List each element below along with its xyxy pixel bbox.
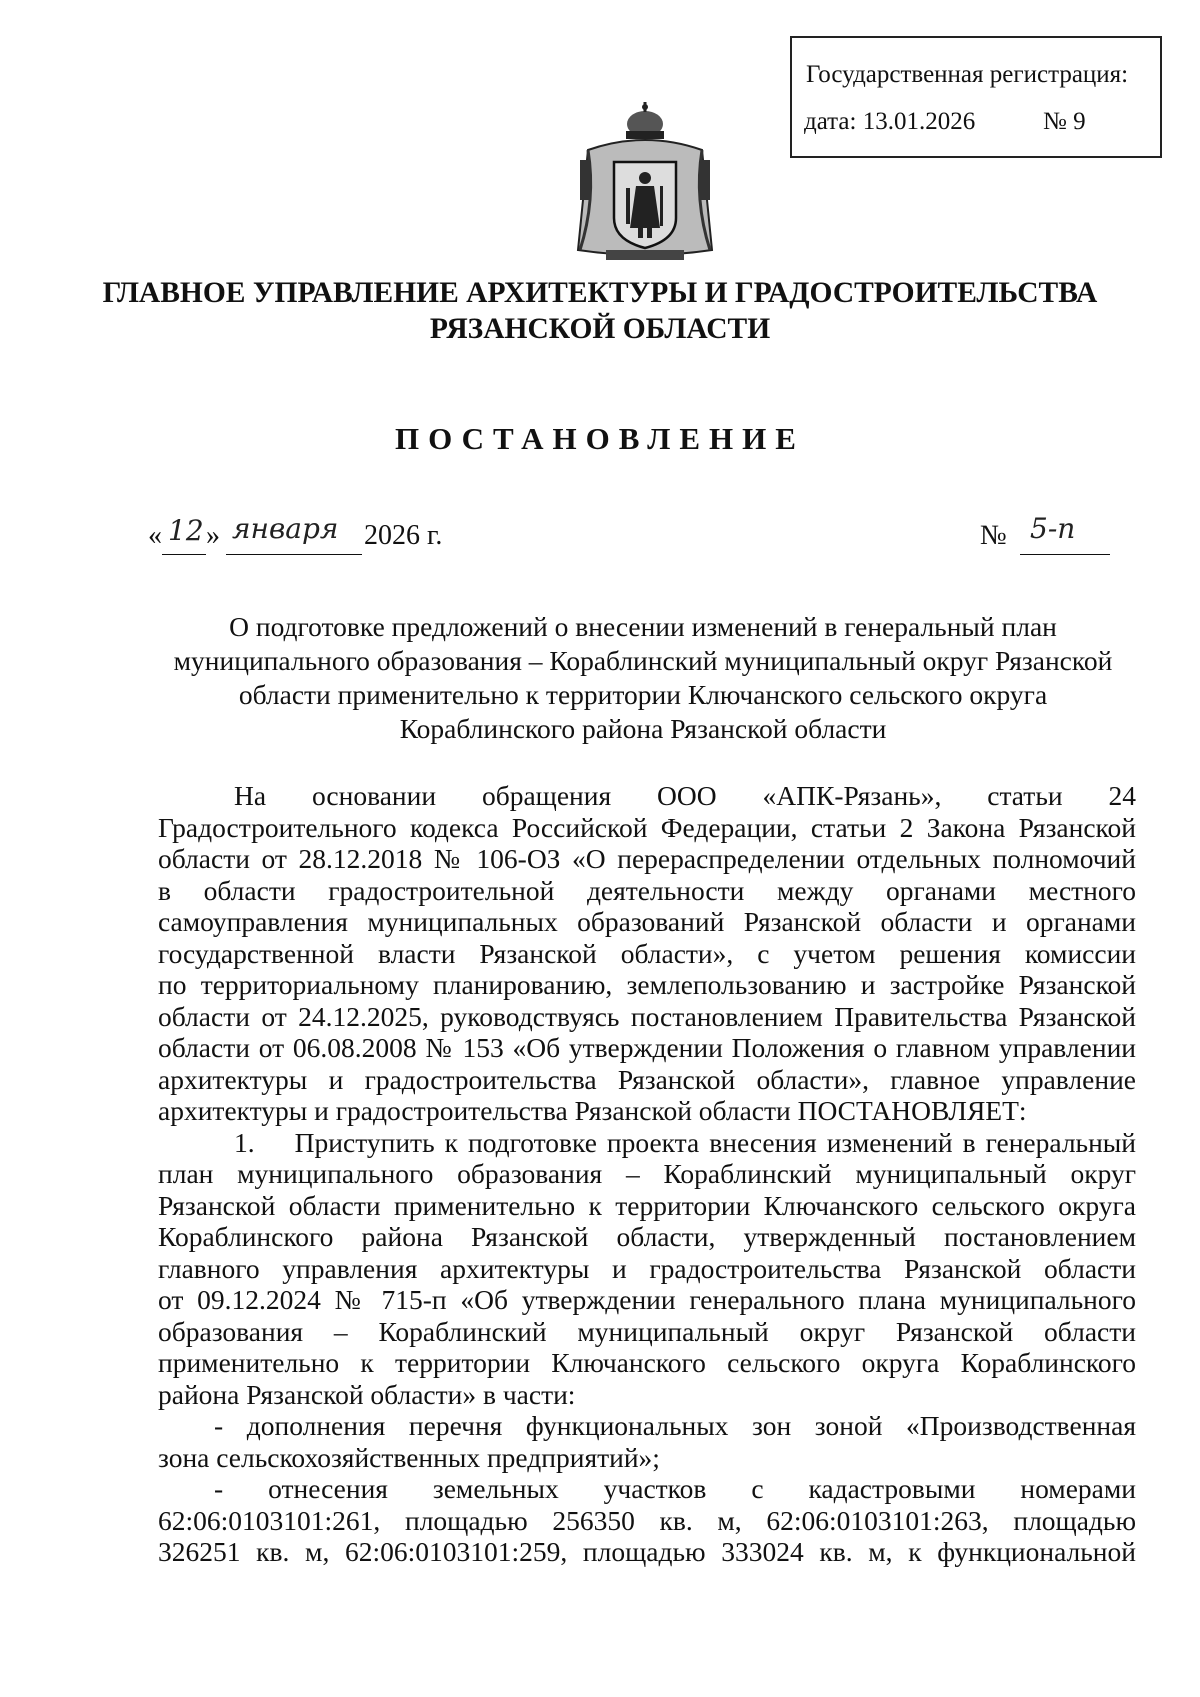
body-line: 326251 кв. м, 62:06:0103101:259, площадью 333024 кв. м, к функциональной: [158, 1536, 1136, 1567]
body-line: - отнесения земельных участков с кадастровыми номерами: [214, 1473, 1136, 1504]
date-day-handwritten: 12: [168, 514, 204, 547]
agency-line-2: РЯЗАНСКОЙ ОБЛАСТИ: [429, 313, 771, 345]
body-line: 1. Приступить к подготовке проекта внесения изменений в генеральный: [234, 1126, 1136, 1158]
body-line: области от 28.12.2018 № 106-ОЗ «О перераспределении отдельных полномочий: [158, 843, 1136, 874]
number-underline: [1020, 554, 1110, 555]
subject-line: Кораблинского района Рязанской области: [399, 713, 887, 744]
body-line: архитектуры и градостроительства Рязанской области ПОСТАНОВЛЯЕТ:: [158, 1095, 1027, 1126]
number-sign: №: [980, 520, 1007, 551]
registration-stamp: [790, 36, 1162, 158]
number-handwritten: 5-п: [1030, 512, 1076, 545]
body-line: Градостроительного кодекса Российской Федерации, статьи 2 Закона Рязанской: [158, 811, 1136, 843]
body-line: архитектуры и градостроительства Рязанской области», главное управление: [158, 1063, 1136, 1095]
agency-header: [100, 275, 1100, 347]
ryazan-coat-of-arms-icon: [566, 100, 724, 268]
body-line: зона сельскохозяйственных предприятий»;: [158, 1441, 660, 1473]
document-subject: [150, 610, 1136, 746]
document-date: [148, 512, 478, 562]
document-type-title: ПОСТАНОВЛЕНИЕ: [395, 421, 805, 456]
registration-date: дата: 13.01.2026: [804, 108, 976, 135]
body-line: от 09.12.2024 № 715-п «Об утверждении генерального плана муниципального: [158, 1284, 1136, 1315]
body-line: план муниципального образования – Кораблинский муниципальный округ: [158, 1158, 1136, 1189]
document-body: [158, 780, 1136, 1568]
body-line: государственной власти Рязанской области», с учетом решения комиссии: [158, 937, 1136, 969]
body-line: На основании обращения ООО «АПК-Рязань», статьи 24: [234, 780, 1136, 811]
body-line: Кораблинского района Рязанской области, утвержденный постановлением: [158, 1221, 1136, 1252]
body-line: образования – Кораблинский муниципальный округ Рязанской области: [158, 1315, 1136, 1347]
registration-number: № 9: [1043, 108, 1086, 135]
body-line: области от 24.12.2025, руководствуясь постановлением Правительства Рязанской: [158, 1000, 1136, 1032]
body-line: 62:06:0103101:261, площадью 256350 кв. м, 62:06:0103101:263, площадью: [158, 1504, 1136, 1536]
subject-line: О подготовке предложений о внесении изменений в генеральный план: [229, 611, 1057, 642]
subject-line: области применительно к территории Ключанского сельского округа: [238, 679, 1048, 710]
body-line: области от 06.08.2008 № 153 «Об утверждении Положения о главном управлении: [158, 1032, 1136, 1063]
date-month-underline: [226, 554, 362, 555]
agency-line-1: ГЛАВНОЕ УПРАВЛЕНИЕ АРХИТЕКТУРЫ И ГРАДОСТРОИТЕЛЬСТВА: [102, 277, 1098, 309]
date-month-handwritten: января: [232, 512, 339, 545]
body-line: применительно к территории Ключанского сельского округа Кораблинского: [158, 1347, 1136, 1378]
body-line: Рязанской области применительно к территории Ключанского сельского округа: [158, 1189, 1136, 1221]
body-line: главного управления архитектуры и градостроительства Рязанской области: [158, 1252, 1136, 1284]
body-line: района Рязанской области» в части:: [158, 1378, 576, 1410]
registration-title: Государственная регистрация:: [806, 61, 1129, 88]
body-line: самоуправления муниципальных образований Рязанской области и органами: [158, 906, 1136, 937]
body-line: - дополнения перечня функциональных зон зоной «Производственная: [214, 1410, 1136, 1441]
document-number: [980, 512, 1130, 562]
body-line: по территориальному планированию, землепользованию и застройке Рязанской: [158, 969, 1136, 1000]
body-line: в области градостроительной деятельности между органами местного: [158, 874, 1136, 906]
subject-line: муниципального образования – Кораблинский муниципальный округ Рязанской: [173, 645, 1113, 676]
date-close-quote: »: [206, 520, 220, 551]
date-open-quote: «: [148, 520, 162, 551]
date-day-underline: [162, 554, 206, 555]
date-year: 2026 г.: [364, 520, 443, 551]
